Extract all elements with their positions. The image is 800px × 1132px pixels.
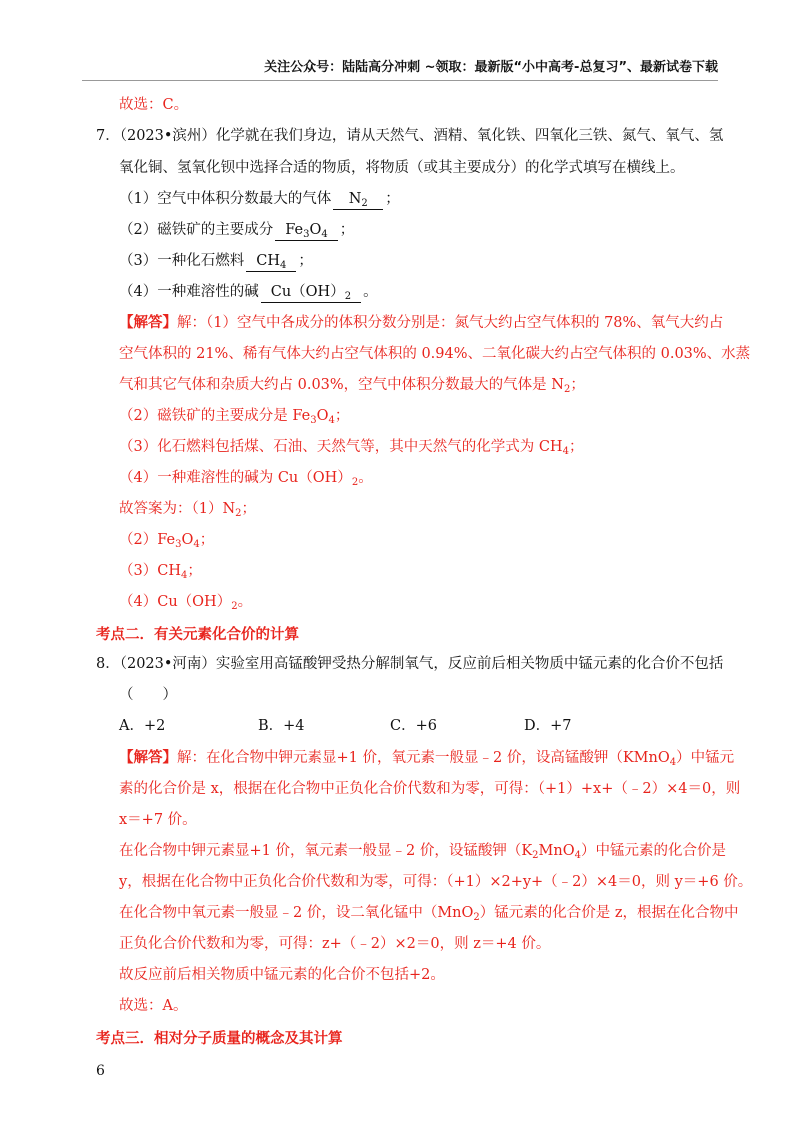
q8-option-a: A．+2 [119,718,166,734]
q7-final-line2: $(2)Fe_3O_4$； [119,532,215,550]
q7-item-2: （2）磁铁矿的主要成分 $Fe_3O_4$ ； [119,222,355,240]
q7-final-line4: $(4)Cu(OH)_2$。 [119,594,253,612]
q7-final-line1: 故答案为：$(1)N_2$； [119,501,257,519]
q7-answer-blank-4: $Cu(OH)_2$ [261,282,361,303]
q7-item-1: （1）空气中体积分数最大的气体 $N_2$ ； [119,191,400,209]
header-divider [82,80,718,81]
q8-solution-line5: y，根据在化合物中正负化合价代数和为零，可得：（+1）×2+y+（﹣2）×4＝0，则 y＝+6 价。 [119,874,753,890]
prev-answer: 故选：C。 [119,97,189,113]
q8-stem-line2: （ ） [119,687,177,703]
q8-option-d: D．+7 [524,718,572,734]
q8-option-b: B．+4 [258,718,305,734]
q7-answer-blank-1: $N_2$ [333,189,383,210]
q7-solution-line6: （4）一种难溶性的碱为 $Cu(OH)_2$。 [119,470,373,488]
solution-tag: 【解答】 [119,749,177,766]
q8-solution-line8: 故反应前后相关物质中锰元素的化合价不包括+2。 [119,967,445,983]
section-heading-3: 考点三．相对分子质量的概念及其计算 [96,1031,343,1047]
q7-item-3: （3）一种化石燃料 $CH_4$ ； [119,253,313,271]
q8-solution-line2: 素的化合价是 x，根据在化合物中正负化合价代数和为零，可得：（+1）+x+（﹣2）×4＝0，则 [119,781,741,797]
q8-solution-line4: 在化合物中钾元素显+1 价，氧元素一般显﹣2 价，设锰酸钾$(K_2MnO_4)$中锰元素的化合价是 [119,843,726,861]
page-header: 关注公众号：陆陆高分冲刺 ~领取：最新版“小中高考-总复习”、最新试卷下载 [264,60,718,75]
section-heading-2: 考点二．有关元素化合价的计算 [96,627,299,643]
q7-solution-line5: （3）化石燃料包括煤、石油、天然气等，其中天然气的化学式为 $CH_4$； [119,439,584,457]
q7-solution-line3: 气和其它气体和杂质大约占 0.03%，空气中体积分数最大的气体是 $N_2$； [119,377,585,395]
q7-answer-blank-3: $CH_4$ [246,251,296,272]
q8-stem-line1: 8．（2023•河南）实验室用高锰酸钾受热分解制氧气，反应前后相关物质中锰元素的化合价不包括 [96,656,724,672]
q7-answer-blank-2: $Fe_3O_4$ [275,220,338,241]
q8-solution-line1: 【解答】解：在化合物中钾元素显+1 价，氧元素一般显﹣2 价，设高锰酸钾（KMnO$_4$）中锰元 [119,749,735,768]
q7-solution-line2: 空气体积的 21%、稀有气体大约占空气体积的 0.94%、二氧化碳大约占空气体积的 0.03%、水蒸 [119,346,751,362]
q8-answer: 故选：A。 [119,998,188,1014]
q7-solution-line1: 【解答】解：（1）空气中各成分的体积分数分别是：氮气大约占空气体积的 78%、氧气大约占 [119,314,724,331]
q7-stem-line1: 7．（2023•滨州）化学就在我们身边，请从天然气、酒精、氧化铁、四氧化三铁、氮气、氧气、氢 [96,128,724,144]
q8-option-c: C．+6 [390,718,437,734]
q7-stem-line2: 氧化铜、氢氧化钡中选择合适的物质，将物质（或其主要成分）的化学式填写在横线上。 [119,160,685,176]
page-number: 6 [96,1063,105,1079]
solution-tag: 【解答】 [119,314,177,331]
q8-solution-line6: 在化合物中氧元素一般显﹣2 价，设二氧化锰中（MnO$_2$）锰元素的化合价是 z，根据在化合物中 [119,905,739,923]
q7-item-4: （4）一种难溶性的碱 $Cu(OH)_2$ 。 [119,284,378,302]
q7-solution-line4: （2）磁铁矿的主要成分是 $Fe_3O_4$； [119,408,350,426]
q8-solution-line7: 正负化合价代数和为零，可得：z+（﹣2）×2＝0，则 z＝+4 价。 [119,936,551,952]
q8-solution-line3: x＝+7 价。 [119,812,197,828]
q7-final-line3: $(3)CH_4$； [119,563,202,581]
